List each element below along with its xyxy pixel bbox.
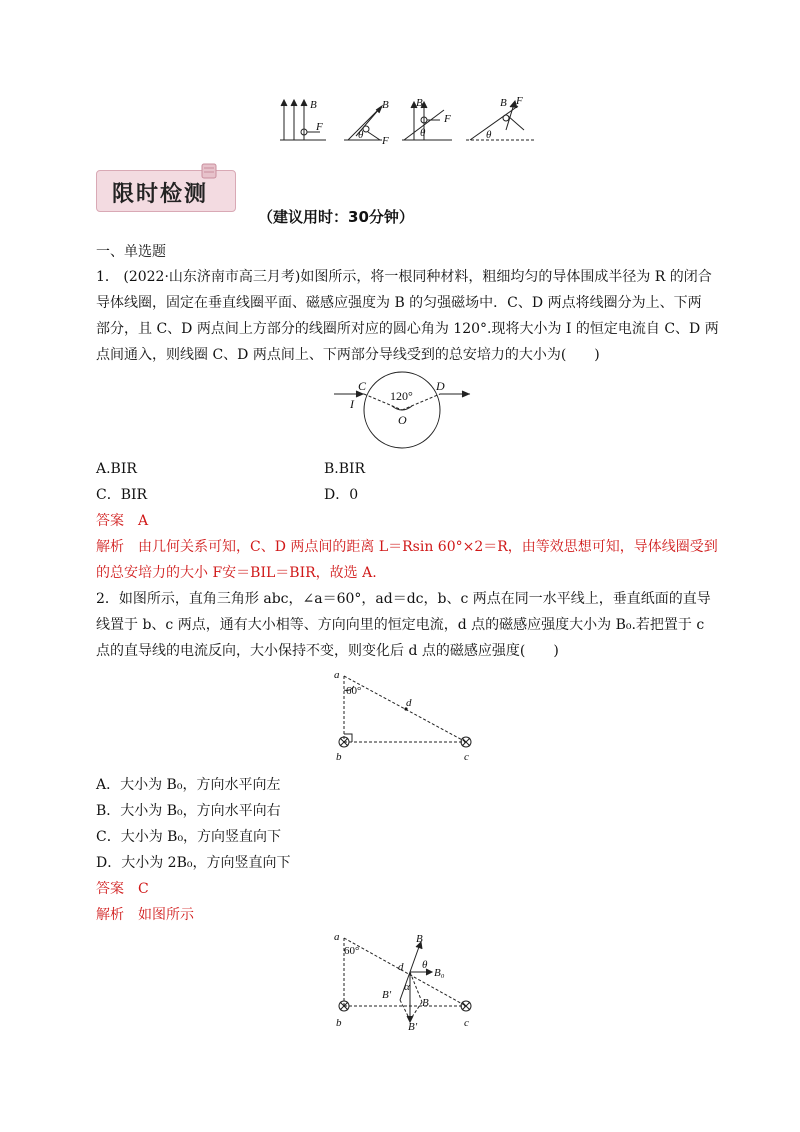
- q2-line-3: 点的直导线的电流反向，大小保持不变，则变化后 d 点的磁感应强度( ): [96, 643, 559, 659]
- q2-fig-a: a: [334, 669, 340, 681]
- q2a-fig-c: c: [464, 1017, 469, 1029]
- fig4-b-label: B: [500, 97, 507, 109]
- q1-line-4: 点间通入，则线圈 C、D 两点间上、下两部分导线受到的总安培力的大小为( ): [96, 347, 600, 363]
- q1-circle-figure: [330, 370, 480, 458]
- fig1-b-label: B: [310, 99, 317, 111]
- fig2-b-label: B: [382, 99, 389, 111]
- fig4-theta-label: θ: [486, 129, 492, 141]
- q2a-fig-d: d: [398, 961, 404, 973]
- q2-option-a: A．大小为 B₀，方向水平向左: [96, 777, 281, 793]
- q2a-fig-b-vector: B: [416, 933, 423, 945]
- q2a-fig-bprime-bottom: B′: [408, 1021, 418, 1032]
- q2a-fig-b0: B₀: [434, 967, 445, 979]
- q1-option-a: A.BIR: [96, 461, 137, 477]
- fig3-f-label: F: [444, 113, 451, 125]
- q1-fig-i: I: [350, 397, 354, 411]
- q1-analysis-1: 解析 由几何关系可知，C、D 两点间的距离 L＝Rsin 60°×2＝R，由等效思想可知，导体线圈受到: [96, 539, 718, 555]
- q2-option-d: D．大小为 2B₀，方向竖直向下: [96, 855, 291, 871]
- q1-fig-c: C: [358, 379, 367, 393]
- q2-fig-b: b: [336, 751, 342, 763]
- fig2-theta-label: θ: [358, 129, 364, 141]
- q2a-fig-a: a: [334, 932, 340, 943]
- q2-line-2: 线置于 b、c 两点，通有大小相等、方向向里的恒定电流，d 点的磁感应强度大小为 B₀.若把置于 c: [96, 617, 705, 633]
- top-figures: [270, 96, 540, 148]
- q2a-fig-b: b: [336, 1017, 342, 1029]
- q1-answer: 答案 A: [96, 513, 149, 529]
- q2-line-1: 2．如图所示，直角三角形 abc，∠a＝60°，ad＝dc，b、c 两点在同一水平线上，垂直纸面的直导: [96, 591, 711, 607]
- q1-option-d: D．0: [324, 487, 359, 503]
- q1-fig-o: O: [398, 413, 407, 427]
- fig2-f-label: F: [382, 135, 389, 147]
- q1-fig-angle: 120°: [390, 389, 413, 403]
- q2a-fig-b-lower: B: [422, 997, 429, 1009]
- banner-title: 限时检测: [112, 182, 209, 207]
- q1-option-b: B.BIR: [324, 461, 366, 477]
- q1-line-2: 导体线圈，固定在垂直线圈平面、磁感应强度为 B 的匀强磁场中．C、D 两点将线圈分为上、下两: [96, 295, 702, 311]
- q2a-fig-angle: 60°: [344, 945, 360, 957]
- q2-fig-d: d: [406, 697, 412, 709]
- q2-answer: 答案 C: [96, 881, 149, 897]
- q2-option-c: C．大小为 B₀，方向竖直向下: [96, 829, 282, 845]
- fig3-b-label: B: [416, 97, 423, 109]
- q1-option-c: C．BIR: [96, 487, 148, 503]
- q2-option-b: B．大小为 B₀，方向水平向右: [96, 803, 281, 819]
- q2a-fig-alpha: α: [404, 981, 410, 993]
- q2a-fig-bprime-left: B′: [382, 989, 392, 1001]
- q1-analysis-2: 的总安培力的大小 F安＝BIL＝BIR，故选 A.: [96, 565, 377, 581]
- time-note: （建议用时：30分钟）: [258, 208, 414, 226]
- section-heading: 一、单选题: [96, 244, 166, 260]
- q2-fig-angle: 60°: [346, 685, 362, 697]
- q2-fig-c: c: [464, 751, 469, 763]
- q1-line-1: 1． (2022·山东济南市高三月考)如图所示，将一根同种材料，粗细均匀的导体围成半径为 R 的闭合: [96, 269, 712, 285]
- q1-fig-d: D: [436, 379, 445, 393]
- fig4-f-label: F: [516, 96, 523, 107]
- q2-triangle-figure: [330, 668, 480, 764]
- q2-analysis: 解析 如图所示: [96, 907, 194, 923]
- fig1-f-label: F: [316, 121, 323, 133]
- fig3-theta-label: θ: [420, 127, 426, 139]
- q2a-fig-theta: θ: [422, 959, 428, 971]
- q2-analysis-figure: [330, 932, 480, 1032]
- q1-line-3: 部分，且 C、D 两点间上方部分的线圈所对应的圆心角为 120°.现将大小为 I 的恒定电流自 C、D 两: [96, 321, 719, 337]
